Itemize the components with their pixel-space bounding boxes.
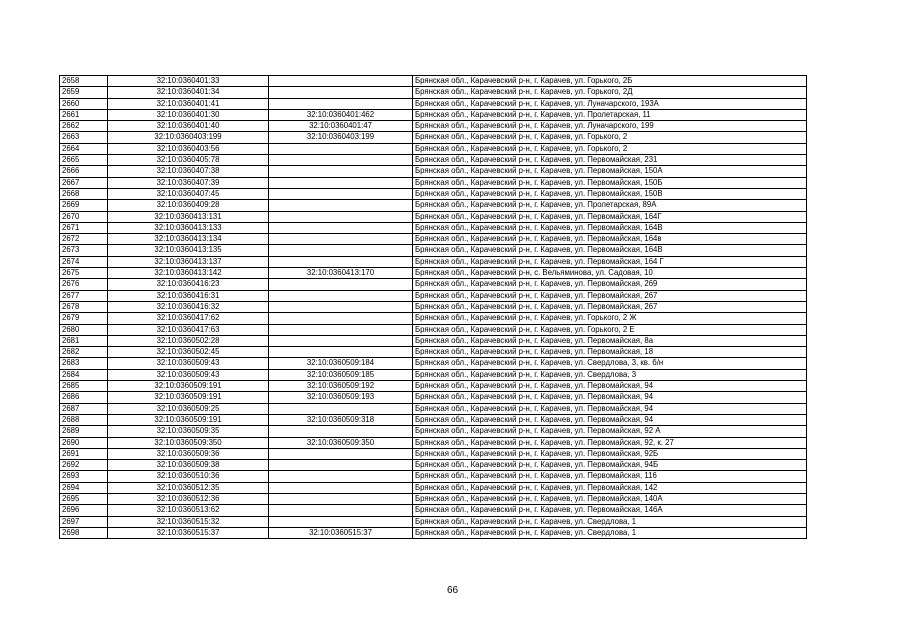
cadastral-number-cell: 32:10:0360413:133 bbox=[108, 222, 269, 233]
table-row bbox=[60, 426, 807, 437]
table-row bbox=[60, 87, 807, 98]
row-number-cell: 2690 bbox=[60, 437, 108, 448]
cadastral-number-cell: 32:10:0360413:137 bbox=[108, 256, 269, 267]
table-row bbox=[60, 335, 807, 346]
table-row bbox=[60, 166, 807, 177]
row-number-cell: 2698 bbox=[60, 527, 108, 538]
object-cadastral-number-cell bbox=[269, 166, 413, 177]
cadastral-number-cell: 32:10:0360510:36 bbox=[108, 471, 269, 482]
cadastral-number-cell: 32:10:0360409:28 bbox=[108, 200, 269, 211]
row-number-cell: 2684 bbox=[60, 369, 108, 380]
object-cadastral-number-cell: 32:10:0360509:193 bbox=[269, 392, 413, 403]
cadastral-number-cell: 32:10:0360515:37 bbox=[108, 527, 269, 538]
cadastral-number-cell: 32:10:0360509:25 bbox=[108, 403, 269, 414]
table-row bbox=[60, 211, 807, 222]
table-row bbox=[60, 358, 807, 369]
row-number-cell: 2670 bbox=[60, 211, 108, 222]
address-cell: Брянская обл., Карачевский р-н, г. Карачев, ул. Первомайская, 94 bbox=[413, 381, 807, 392]
address-cell: Брянская обл., Карачевский р-н, г. Карачев, ул. Первомайская, 164 Г bbox=[413, 256, 807, 267]
address-cell: Брянская обл., Карачевский р-н, г. Карачев, ул. Первомайская, 94 bbox=[413, 403, 807, 414]
row-number-cell: 2660 bbox=[60, 98, 108, 109]
address-cell: Брянская обл., Карачевский р-н, с. Вельяминова, ул. Садовая, 10 bbox=[413, 268, 807, 279]
table-row bbox=[60, 132, 807, 143]
table-row bbox=[60, 460, 807, 471]
table-row bbox=[60, 234, 807, 245]
address-cell: Брянская обл., Карачевский р-н, г. Карачев, ул. Первомайская, 146А bbox=[413, 505, 807, 516]
address-cell: Брянская обл., Карачевский р-н, г. Карачев, ул. Свердлова, 1 bbox=[413, 516, 807, 527]
table-row bbox=[60, 121, 807, 132]
table-row bbox=[60, 177, 807, 188]
row-number-cell: 2681 bbox=[60, 335, 108, 346]
row-number-cell: 2696 bbox=[60, 505, 108, 516]
object-cadastral-number-cell: 32:10:0360515:37 bbox=[269, 527, 413, 538]
object-cadastral-number-cell bbox=[269, 482, 413, 493]
table-row bbox=[60, 222, 807, 233]
table-row bbox=[60, 403, 807, 414]
address-cell: Брянская обл., Карачевский р-н, г. Карачев, ул. Первомайская, 150В bbox=[413, 188, 807, 199]
cadastral-number-cell: 32:10:0360509:191 bbox=[108, 381, 269, 392]
address-cell: Брянская обл., Карачевский р-н, г. Карачев, ул. Первомайская, 18 bbox=[413, 347, 807, 358]
address-cell: Брянская обл., Карачевский р-н, г. Карачев, ул. Первомайская, 92, к. 27 bbox=[413, 437, 807, 448]
row-number-cell: 2677 bbox=[60, 290, 108, 301]
object-cadastral-number-cell bbox=[269, 222, 413, 233]
cadastral-number-cell: 32:10:0360401:34 bbox=[108, 87, 269, 98]
row-number-cell: 2671 bbox=[60, 222, 108, 233]
row-number-cell: 2682 bbox=[60, 347, 108, 358]
table-row bbox=[60, 268, 807, 279]
object-cadastral-number-cell bbox=[269, 516, 413, 527]
table-row bbox=[60, 471, 807, 482]
table-row bbox=[60, 200, 807, 211]
row-number-cell: 2662 bbox=[60, 121, 108, 132]
object-cadastral-number-cell: 32:10:0360509:192 bbox=[269, 381, 413, 392]
object-cadastral-number-cell bbox=[269, 448, 413, 459]
object-cadastral-number-cell bbox=[269, 279, 413, 290]
page-number: 66 bbox=[446, 585, 459, 596]
object-cadastral-number-cell bbox=[269, 505, 413, 516]
cadastral-number-cell: 32:10:0360509:36 bbox=[108, 448, 269, 459]
object-cadastral-number-cell: 32:10:0360403:199 bbox=[269, 132, 413, 143]
row-number-cell: 2668 bbox=[60, 188, 108, 199]
row-number-cell: 2659 bbox=[60, 87, 108, 98]
row-number-cell: 2675 bbox=[60, 268, 108, 279]
cadastral-number-cell: 32:10:0360407:39 bbox=[108, 177, 269, 188]
row-number-cell: 2691 bbox=[60, 448, 108, 459]
row-number-cell: 2697 bbox=[60, 516, 108, 527]
registry-table bbox=[59, 75, 807, 539]
address-cell: Брянская обл., Карачевский р-н, г. Карачев, ул. Горького, 2 Е bbox=[413, 324, 807, 335]
table-row bbox=[60, 527, 807, 538]
address-cell: Брянская обл., Карачевский р-н, г. Карачев, ул. Первомайская, 94Б bbox=[413, 460, 807, 471]
object-cadastral-number-cell bbox=[269, 234, 413, 245]
table-row bbox=[60, 482, 807, 493]
table-row bbox=[60, 448, 807, 459]
cadastral-number-cell: 32:10:0360509:43 bbox=[108, 369, 269, 380]
address-cell: Брянская обл., Карачевский р-н, г. Карачев, ул. Пролетарская, 11 bbox=[413, 109, 807, 120]
address-cell: Брянская обл., Карачевский р-н, г. Карачев, ул. Луначарского, 199 bbox=[413, 121, 807, 132]
object-cadastral-number-cell bbox=[269, 493, 413, 504]
table-row bbox=[60, 324, 807, 335]
address-cell: Брянская обл., Карачевский р-н, г. Карачев, ул. Пролетарская, 89А bbox=[413, 200, 807, 211]
object-cadastral-number-cell bbox=[269, 98, 413, 109]
address-cell: Брянская обл., Карачевский р-н, г. Карачев, ул. Первомайская, 164В bbox=[413, 222, 807, 233]
row-number-cell: 2686 bbox=[60, 392, 108, 403]
cadastral-number-cell: 32:10:0360509:35 bbox=[108, 426, 269, 437]
cadastral-number-cell: 32:10:0360416:23 bbox=[108, 279, 269, 290]
object-cadastral-number-cell bbox=[269, 426, 413, 437]
object-cadastral-number-cell bbox=[269, 335, 413, 346]
address-cell: Брянская обл., Карачевский р-н, г. Карачев, ул. Горького, 2 bbox=[413, 132, 807, 143]
cadastral-number-cell: 32:10:0360416:32 bbox=[108, 301, 269, 312]
address-cell: Брянская обл., Карачевский р-н, г. Карачев, ул. Луначарского, 193А bbox=[413, 98, 807, 109]
address-cell: Брянская обл., Карачевский р-н, г. Карачев, ул. Первомайская, 164в bbox=[413, 234, 807, 245]
object-cadastral-number-cell bbox=[269, 245, 413, 256]
row-number-cell: 2674 bbox=[60, 256, 108, 267]
cadastral-number-cell: 32:10:0360502:45 bbox=[108, 347, 269, 358]
table-row bbox=[60, 76, 807, 87]
object-cadastral-number-cell bbox=[269, 347, 413, 358]
table-row bbox=[60, 437, 807, 448]
row-number-cell: 2665 bbox=[60, 155, 108, 166]
table-row bbox=[60, 155, 807, 166]
cadastral-number-cell: 32:10:0360413:134 bbox=[108, 234, 269, 245]
address-cell: Брянская обл., Карачевский р-н, г. Карачев, ул. Первомайская, 150Б bbox=[413, 177, 807, 188]
cadastral-number-cell: 32:10:0360509:191 bbox=[108, 392, 269, 403]
cadastral-number-cell: 32:10:0360407:45 bbox=[108, 188, 269, 199]
object-cadastral-number-cell bbox=[269, 155, 413, 166]
address-cell: Брянская обл., Карачевский р-н, г. Карачев, ул. Горького, 2Д bbox=[413, 87, 807, 98]
row-number-cell: 2687 bbox=[60, 403, 108, 414]
row-number-cell: 2678 bbox=[60, 301, 108, 312]
table-row bbox=[60, 279, 807, 290]
object-cadastral-number-cell bbox=[269, 256, 413, 267]
cadastral-number-cell: 32:10:0360413:142 bbox=[108, 268, 269, 279]
object-cadastral-number-cell: 32:10:0360509:184 bbox=[269, 358, 413, 369]
row-number-cell: 2683 bbox=[60, 358, 108, 369]
object-cadastral-number-cell bbox=[269, 460, 413, 471]
row-number-cell: 2692 bbox=[60, 460, 108, 471]
object-cadastral-number-cell: 32:10:0360401:47 bbox=[269, 121, 413, 132]
address-cell: Брянская обл., Карачевский р-н, г. Карачев, ул. Горького, 2 bbox=[413, 143, 807, 154]
object-cadastral-number-cell bbox=[269, 403, 413, 414]
address-cell: Брянская обл., Карачевский р-н, г. Карачев, ул. Свердлова, 3, кв. б/н bbox=[413, 358, 807, 369]
address-cell: Брянская обл., Карачевский р-н, г. Карачев, ул. Свердлова, 3 bbox=[413, 369, 807, 380]
address-cell: Брянская обл., Карачевский р-н, г. Карачев, ул. Первомайская, 94 bbox=[413, 392, 807, 403]
row-number-cell: 2664 bbox=[60, 143, 108, 154]
table-row bbox=[60, 256, 807, 267]
object-cadastral-number-cell: 32:10:0360401:462 bbox=[269, 109, 413, 120]
address-cell: Брянская обл., Карачевский р-н, г. Карачев, ул. Свердлова, 1 bbox=[413, 527, 807, 538]
address-cell: Брянская обл., Карачевский р-н, г. Карачев, ул. Первомайская, 231 bbox=[413, 155, 807, 166]
object-cadastral-number-cell bbox=[269, 177, 413, 188]
cadastral-number-cell: 32:10:0360401:33 bbox=[108, 76, 269, 87]
row-number-cell: 2680 bbox=[60, 324, 108, 335]
row-number-cell: 2695 bbox=[60, 493, 108, 504]
cadastral-number-cell: 32:10:0360502:28 bbox=[108, 335, 269, 346]
cadastral-number-cell: 32:10:0360416:31 bbox=[108, 290, 269, 301]
address-cell: Брянская обл., Карачевский р-н, г. Карачев, ул. Первомайская, 140А bbox=[413, 493, 807, 504]
address-cell: Брянская обл., Карачевский р-н, г. Карачев, ул. Горького, 2Б bbox=[413, 76, 807, 87]
address-cell: Брянская обл., Карачевский р-н, г. Карачев, ул. Первомайская, 8а bbox=[413, 335, 807, 346]
object-cadastral-number-cell bbox=[269, 143, 413, 154]
table-row bbox=[60, 109, 807, 120]
address-cell: Брянская обл., Карачевский р-н, г. Карачев, ул. Первомайская, 94 bbox=[413, 414, 807, 425]
object-cadastral-number-cell bbox=[269, 471, 413, 482]
row-number-cell: 2688 bbox=[60, 414, 108, 425]
row-number-cell: 2661 bbox=[60, 109, 108, 120]
object-cadastral-number-cell: 32:10:0360509:185 bbox=[269, 369, 413, 380]
cadastral-number-cell: 32:10:0360512:35 bbox=[108, 482, 269, 493]
table-row bbox=[60, 505, 807, 516]
row-number-cell: 2666 bbox=[60, 166, 108, 177]
address-cell: Брянская обл., Карачевский р-н, г. Карачев, ул. Первомайская, 164В bbox=[413, 245, 807, 256]
object-cadastral-number-cell bbox=[269, 301, 413, 312]
table-row bbox=[60, 392, 807, 403]
cadastral-number-cell: 32:10:0360509:43 bbox=[108, 358, 269, 369]
cadastral-number-cell: 32:10:0360509:191 bbox=[108, 414, 269, 425]
object-cadastral-number-cell bbox=[269, 87, 413, 98]
cadastral-number-cell: 32:10:0360407:38 bbox=[108, 166, 269, 177]
address-cell: Брянская обл., Карачевский р-н, г. Карачев, ул. Первомайская, 92 А bbox=[413, 426, 807, 437]
cadastral-number-cell: 32:10:0360403:199 bbox=[108, 132, 269, 143]
table-row bbox=[60, 301, 807, 312]
object-cadastral-number-cell: 32:10:0360509:350 bbox=[269, 437, 413, 448]
address-cell: Брянская обл., Карачевский р-н, г. Карачев, ул. Первомайская, 269 bbox=[413, 279, 807, 290]
object-cadastral-number-cell bbox=[269, 313, 413, 324]
cadastral-number-cell: 32:10:0360512:36 bbox=[108, 493, 269, 504]
table-row bbox=[60, 290, 807, 301]
row-number-cell: 2658 bbox=[60, 76, 108, 87]
table-row bbox=[60, 98, 807, 109]
object-cadastral-number-cell bbox=[269, 200, 413, 211]
object-cadastral-number-cell: 32:10:0360413:170 bbox=[269, 268, 413, 279]
row-number-cell: 2663 bbox=[60, 132, 108, 143]
address-cell: Брянская обл., Карачевский р-н, г. Карачев, ул. Первомайская, 267 bbox=[413, 290, 807, 301]
object-cadastral-number-cell bbox=[269, 211, 413, 222]
cadastral-number-cell: 32:10:0360401:40 bbox=[108, 121, 269, 132]
registry-table-body bbox=[60, 76, 807, 539]
cadastral-number-cell: 32:10:0360405:78 bbox=[108, 155, 269, 166]
row-number-cell: 2685 bbox=[60, 381, 108, 392]
cadastral-number-cell: 32:10:0360417:62 bbox=[108, 313, 269, 324]
object-cadastral-number-cell bbox=[269, 290, 413, 301]
table-row bbox=[60, 414, 807, 425]
table-row bbox=[60, 493, 807, 504]
cadastral-number-cell: 32:10:0360509:38 bbox=[108, 460, 269, 471]
cadastral-number-cell: 32:10:0360401:41 bbox=[108, 98, 269, 109]
table-row bbox=[60, 313, 807, 324]
table-row bbox=[60, 369, 807, 380]
row-number-cell: 2676 bbox=[60, 279, 108, 290]
address-cell: Брянская обл., Карачевский р-н, г. Карачев, ул. Горького, 2 Ж bbox=[413, 313, 807, 324]
table-row bbox=[60, 245, 807, 256]
row-number-cell: 2667 bbox=[60, 177, 108, 188]
cadastral-number-cell: 32:10:0360413:135 bbox=[108, 245, 269, 256]
address-cell: Брянская обл., Карачевский р-н, г. Карачев, ул. Первомайская, 164Г bbox=[413, 211, 807, 222]
table-row bbox=[60, 188, 807, 199]
cadastral-number-cell: 32:10:0360509:350 bbox=[108, 437, 269, 448]
row-number-cell: 2693 bbox=[60, 471, 108, 482]
row-number-cell: 2669 bbox=[60, 200, 108, 211]
row-number-cell: 2689 bbox=[60, 426, 108, 437]
cadastral-number-cell: 32:10:0360515:32 bbox=[108, 516, 269, 527]
cadastral-number-cell: 32:10:0360513:62 bbox=[108, 505, 269, 516]
cadastral-number-cell: 32:10:0360413:131 bbox=[108, 211, 269, 222]
cadastral-number-cell: 32:10:0360403:56 bbox=[108, 143, 269, 154]
address-cell: Брянская обл., Карачевский р-н, г. Карачев, ул. Первомайская, 150А bbox=[413, 166, 807, 177]
row-number-cell: 2694 bbox=[60, 482, 108, 493]
row-number-cell: 2679 bbox=[60, 313, 108, 324]
address-cell: Брянская обл., Карачевский р-н, г. Карачев, ул. Первомайская, 92Б bbox=[413, 448, 807, 459]
row-number-cell: 2672 bbox=[60, 234, 108, 245]
address-cell: Брянская обл., Карачевский р-н, г. Карачев, ул. Первомайская, 116 bbox=[413, 471, 807, 482]
object-cadastral-number-cell bbox=[269, 76, 413, 87]
object-cadastral-number-cell bbox=[269, 188, 413, 199]
address-cell: Брянская обл., Карачевский р-н, г. Карачев, ул. Первомайская, 267 bbox=[413, 301, 807, 312]
table-row bbox=[60, 381, 807, 392]
address-cell: Брянская обл., Карачевский р-н, г. Карачев, ул. Первомайская, 142 bbox=[413, 482, 807, 493]
cadastral-number-cell: 32:10:0360401:30 bbox=[108, 109, 269, 120]
table-row bbox=[60, 143, 807, 154]
table-row bbox=[60, 347, 807, 358]
table-row bbox=[60, 516, 807, 527]
object-cadastral-number-cell: 32:10:0360509:318 bbox=[269, 414, 413, 425]
cadastral-number-cell: 32:10:0360417:63 bbox=[108, 324, 269, 335]
object-cadastral-number-cell bbox=[269, 324, 413, 335]
row-number-cell: 2673 bbox=[60, 245, 108, 256]
